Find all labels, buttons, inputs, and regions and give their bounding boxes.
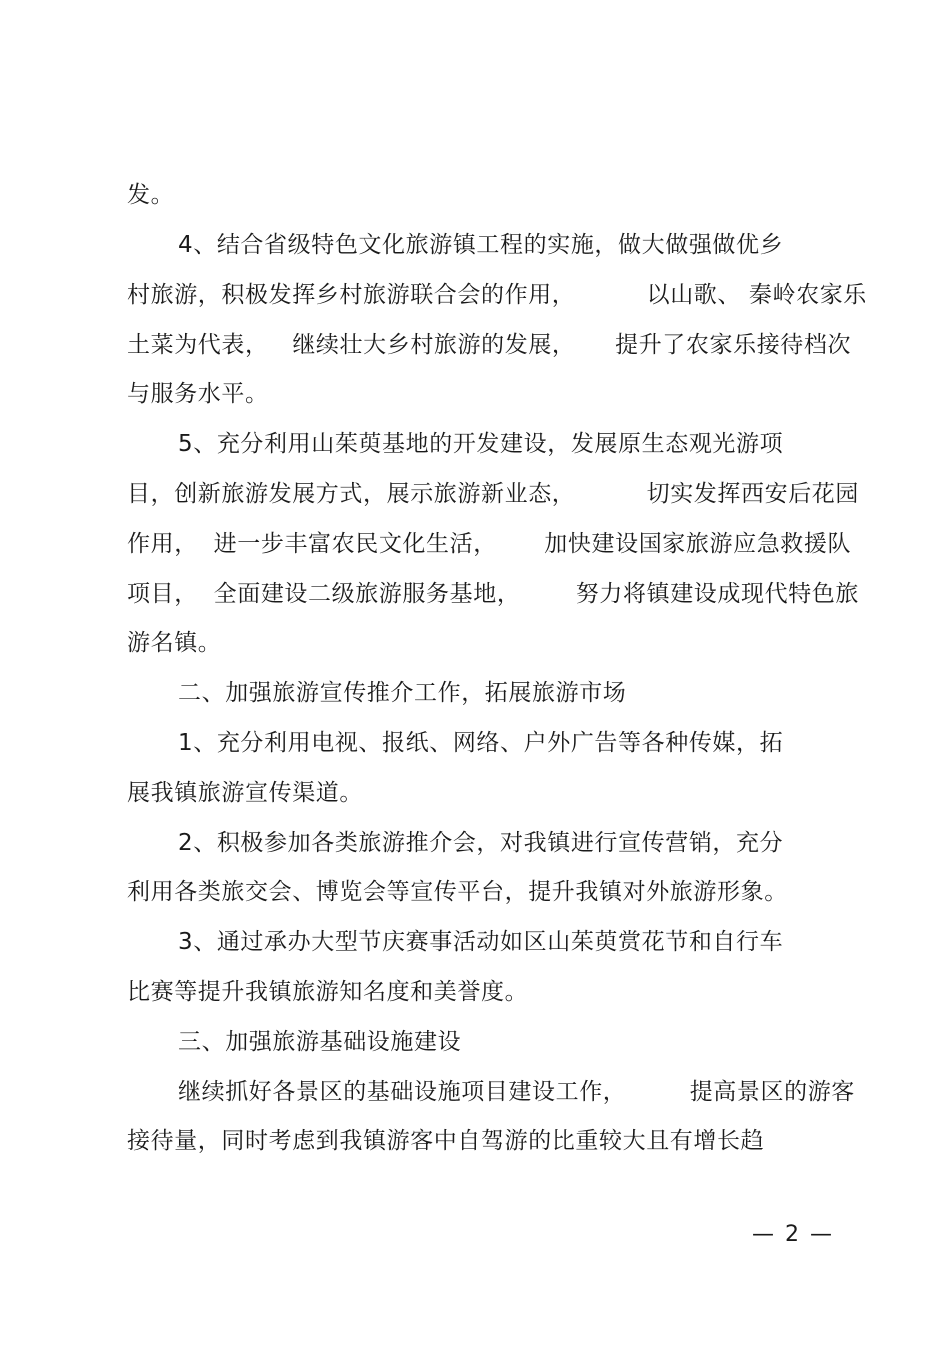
text-line: 发。	[127, 182, 175, 208]
text-line: 项目， 全面建设二级旅游服务基地， 努力将镇建设成现代特色旅	[127, 581, 859, 607]
section-heading: 二、加强旅游宣传推介工作，拓展旅游市场	[178, 680, 627, 706]
text-line: 村旅游，积极发挥乡村旅游联合会的作用， 以山歌、 秦岭农家乐	[127, 282, 867, 308]
text-line: 游名镇。	[127, 630, 222, 656]
text-line: 1、充分利用电视、报纸、网络、户外广告等各种传媒，拓	[178, 730, 784, 756]
text-line: 目，创新旅游发展方式，展示旅游新业态， 切实发挥西安后花园	[127, 481, 859, 507]
text-line: 5、充分利用山茱萸基地的开发建设，发展原生态观光游项	[178, 431, 784, 457]
text-line: 4、结合省级特色文化旅游镇工程的实施，做大做强做优乡	[178, 232, 784, 258]
text-line: 展我镇旅游宣传渠道。	[127, 780, 363, 806]
text-line: 土菜为代表， 继续壮大乡村旅游的发展， 提升了农家乐接待档次	[127, 332, 852, 358]
section-heading: 三、加强旅游基础设施建设	[178, 1029, 462, 1055]
text-line: 继续抓好各景区的基础设施项目建设工作， 提高景区的游客	[178, 1079, 855, 1105]
text-line: 与服务水平。	[127, 381, 269, 407]
text-line: 3、通过承办大型节庆赛事活动如区山茱萸赏花节和自行车	[178, 929, 784, 955]
text-line: 2、积极参加各类旅游推介会，对我镇进行宣传营销，充分	[178, 830, 784, 856]
text-line: 接待量，同时考虑到我镇游客中自驾游的比重较大且有增长趋	[127, 1128, 765, 1154]
text-line: 利用各类旅交会、博览会等宣传平台，提升我镇对外旅游形象。	[127, 879, 788, 905]
page-number: — 2 —	[752, 1222, 834, 1247]
text-line: 作用， 进一步丰富农民文化生活， 加快建设国家旅游应急救援队	[127, 531, 852, 557]
text-line: 比赛等提升我镇旅游知名度和美誉度。	[127, 979, 529, 1005]
